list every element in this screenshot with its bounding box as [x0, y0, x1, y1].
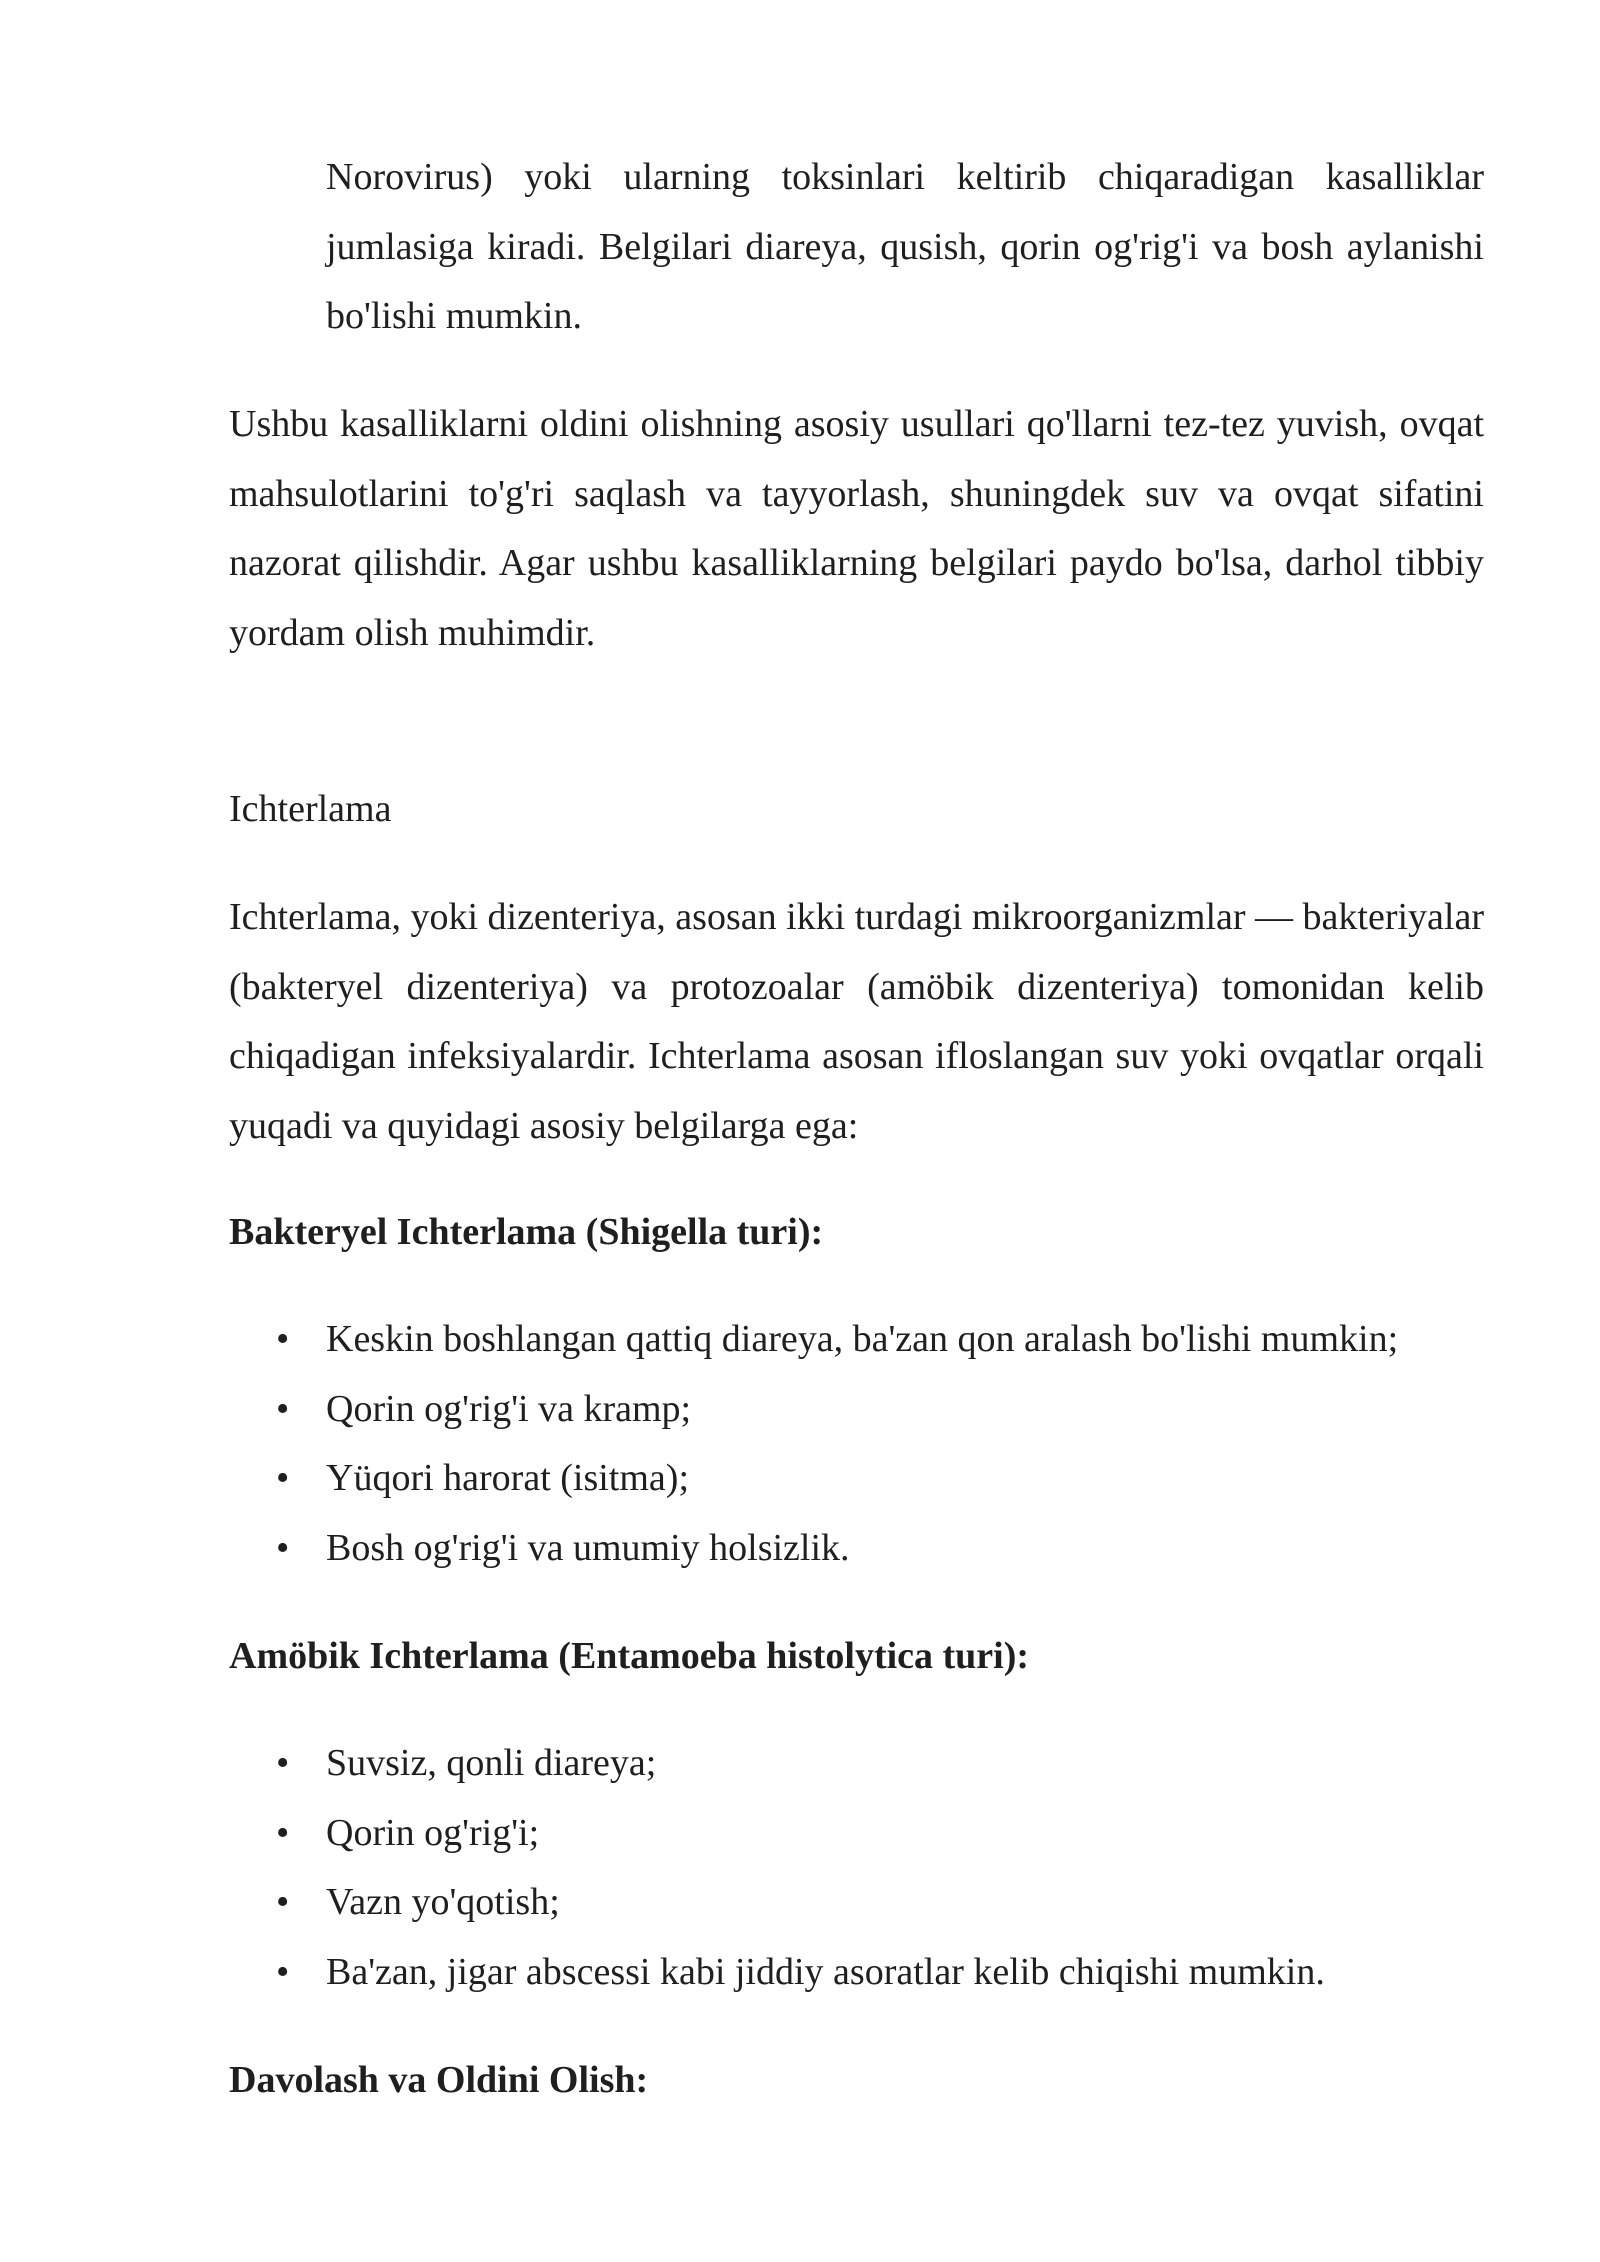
amoebic-heading: Amöbik Ichterlama (Entamoeba histolytica turi):: [229, 1635, 1030, 1677]
list-item-text: Vazn yo'qotish;: [326, 1881, 560, 1923]
list-item: [229, 1799, 1484, 1869]
list-item: [229, 1938, 1484, 2008]
continuation-paragraph: Norovirus) yoki ularning toksinlari keltirib chiqaradigan kasalliklar jumlasiga kiradi. Belgilari diareya, qusish, qorin og'rig'i va bosh aylanishi bo'lishi mumkin.: [326, 156, 1484, 337]
bullet-icon: •: [276, 1811, 290, 1854]
list-item: [229, 1305, 1484, 1375]
list-item-text: Suvsiz, qonli diareya;: [326, 1742, 657, 1784]
intro-paragraph: Ichterlama, yoki dizenteriya, asosan ikki turdagi mikroorganizmlar — bakteriyalar (bakteryel dizenteriya) va protozoalar (amöbik dizenteriya) tomonidan kelib chiqadigan infeksiyalardir. Ichterlama asosan ifloslangan suv yoki ovqatlar orqali yuqadi va quyidagi asosiy belgilarga ega:: [229, 896, 1484, 1147]
treatment-heading: Davolash va Oldini Olish:: [229, 2059, 649, 2101]
list-item: [229, 1444, 1484, 1514]
bacterial-heading: Bakteryel Ichterlama (Shigella turi):: [229, 1211, 824, 1253]
list-item-text: Keskin boshlangan qattiq diareya, ba'zan qon aralash bo'lishi mumkin;: [326, 1318, 1399, 1360]
list-item-text: Ba'zan, jigar abscessi kabi jiddiy asoratlar kelib chiqishi mumkin.: [326, 1950, 1325, 1993]
bullet-icon: •: [276, 1742, 290, 1784]
bullet-icon: •: [276, 1881, 290, 1923]
bacterial-symptom-list: [229, 1305, 1484, 1583]
section-heading: Ichterlama: [229, 788, 392, 830]
bullet-icon: •: [276, 1318, 290, 1360]
amoebic-symptom-list: [229, 1729, 1484, 2007]
list-item: [229, 1729, 1484, 1799]
list-item: [229, 1514, 1484, 1584]
bullet-icon: •: [276, 1950, 290, 1993]
list-item: [229, 1868, 1484, 1938]
prevention-paragraph: Ushbu kasalliklarni oldini olishning asosiy usullari qo'llarni tez-tez yuvish, ovqat mahsulotlarini to'g'ri saqlash va tayyorlash, shuningdek suv va ovqat sifatini nazorat qilishdir. Agar ushbu kasalliklarning belgilari paydo bo'lsa, darhol tibbiy yordam olish muhimdir.: [229, 403, 1484, 654]
bullet-icon: •: [276, 1387, 290, 1430]
list-item: [229, 1375, 1484, 1445]
bullet-icon: •: [276, 1457, 290, 1499]
list-item-text: Bosh og'rig'i va umumiy holsizlik.: [326, 1526, 850, 1569]
list-item-text: Qorin og'rig'i;: [326, 1811, 540, 1854]
list-item-text: Yüqori harorat (isitma);: [326, 1457, 690, 1499]
list-item-text: Qorin og'rig'i va kramp;: [326, 1387, 692, 1430]
bullet-icon: •: [276, 1526, 290, 1569]
